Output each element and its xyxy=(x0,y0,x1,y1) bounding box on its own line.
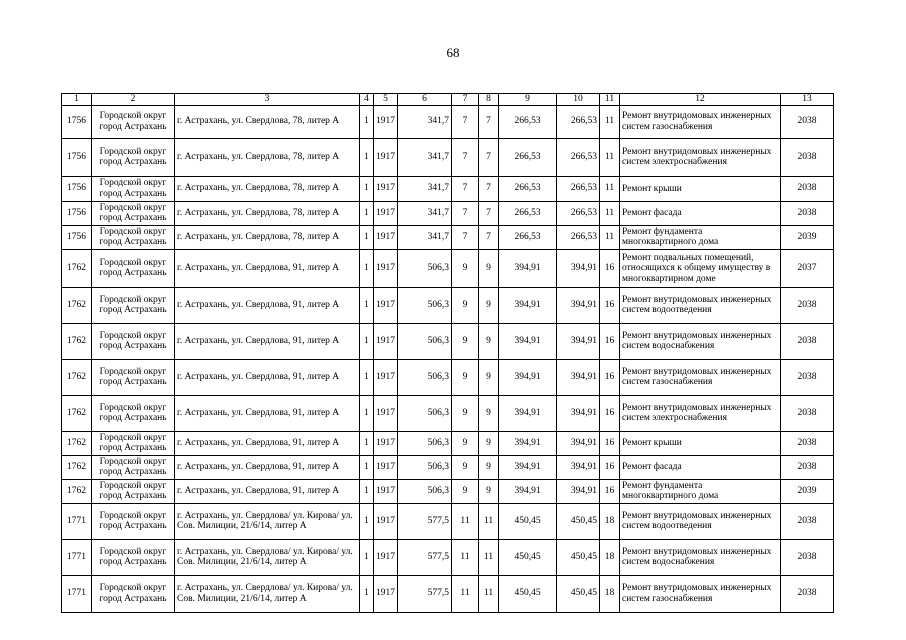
col9-cell: 394,91 xyxy=(499,323,557,359)
col4-cell: 1 xyxy=(360,395,374,431)
col8-cell: 7 xyxy=(479,176,499,201)
record-number-cell: 1762 xyxy=(62,455,92,479)
work-type-cell: Ремонт внутридомовых инженерных систем водоснабжения xyxy=(620,539,781,575)
col7-cell: 7 xyxy=(452,105,479,138)
col4-cell: 1 xyxy=(360,539,374,575)
col4-cell: 1 xyxy=(360,201,374,225)
term-year-cell: 2039 xyxy=(781,479,834,503)
col4-cell: 1 xyxy=(360,431,374,455)
area-cell: 506,3 xyxy=(398,359,452,395)
col4-cell: 1 xyxy=(360,287,374,323)
repair-schedule-table xyxy=(61,93,834,613)
col10-cell: 394,91 xyxy=(557,249,600,287)
year-cell: 1917 xyxy=(374,503,398,539)
address-cell: г. Астрахань, ул. Свердлова, 78, литер А xyxy=(175,176,360,201)
column-header: 12 xyxy=(620,94,781,106)
col4-cell: 1 xyxy=(360,455,374,479)
term-year-cell: 2038 xyxy=(781,575,834,612)
col8-cell: 9 xyxy=(479,323,499,359)
address-cell: г. Астрахань, ул. Свердлова, 91, литер А xyxy=(175,395,360,431)
municipality-cell: Городской округ город Астрахань xyxy=(92,575,175,612)
col11-cell: 16 xyxy=(600,287,620,323)
area-cell: 506,3 xyxy=(398,287,452,323)
area-cell: 506,3 xyxy=(398,323,452,359)
address-cell: г. Астрахань, ул. Свердлова, 91, литер А xyxy=(175,455,360,479)
col11-cell: 16 xyxy=(600,249,620,287)
table-row xyxy=(62,225,834,249)
municipality-cell: Городской округ город Астрахань xyxy=(92,105,175,138)
year-cell: 1917 xyxy=(374,539,398,575)
col9-cell: 266,53 xyxy=(499,105,557,138)
municipality-cell: Городской округ город Астрахань xyxy=(92,138,175,176)
term-year-cell: 2038 xyxy=(781,138,834,176)
col9-cell: 450,45 xyxy=(499,503,557,539)
col11-cell: 16 xyxy=(600,431,620,455)
work-type-cell: Ремонт внутридомовых инженерных систем электроснабжения xyxy=(620,138,781,176)
col10-cell: 394,91 xyxy=(557,287,600,323)
area-cell: 506,3 xyxy=(398,249,452,287)
column-number-row xyxy=(62,94,834,106)
col8-cell: 7 xyxy=(479,138,499,176)
col10-cell: 394,91 xyxy=(557,323,600,359)
col10-cell: 266,53 xyxy=(557,225,600,249)
table-row xyxy=(62,359,834,395)
table-row xyxy=(62,138,834,176)
col11-cell: 11 xyxy=(600,138,620,176)
address-cell: г. Астрахань, ул. Свердлова, 78, литер А xyxy=(175,105,360,138)
column-header: 13 xyxy=(781,94,834,106)
col11-cell: 18 xyxy=(600,503,620,539)
year-cell: 1917 xyxy=(374,176,398,201)
work-type-cell: Ремонт фасада xyxy=(620,201,781,225)
col7-cell: 9 xyxy=(452,323,479,359)
address-cell: г. Астрахань, ул. Свердлова/ ул. Кирова/ ул. Сов. Милиции, 21/6/14, литер А xyxy=(175,539,360,575)
table-row xyxy=(62,323,834,359)
col8-cell: 11 xyxy=(479,503,499,539)
table-row xyxy=(62,176,834,201)
col11-cell: 11 xyxy=(600,176,620,201)
municipality-cell: Городской округ город Астрахань xyxy=(92,249,175,287)
col9-cell: 266,53 xyxy=(499,201,557,225)
col10-cell: 394,91 xyxy=(557,359,600,395)
column-header: 9 xyxy=(499,94,557,106)
year-cell: 1917 xyxy=(374,455,398,479)
address-cell: г. Астрахань, ул. Свердлова, 91, литер А xyxy=(175,249,360,287)
col4-cell: 1 xyxy=(360,225,374,249)
col8-cell: 9 xyxy=(479,359,499,395)
col8-cell: 9 xyxy=(479,395,499,431)
work-type-cell: Ремонт фасада xyxy=(620,455,781,479)
col11-cell: 16 xyxy=(600,359,620,395)
col7-cell: 7 xyxy=(452,176,479,201)
term-year-cell: 2038 xyxy=(781,455,834,479)
area-cell: 506,3 xyxy=(398,431,452,455)
col11-cell: 16 xyxy=(600,395,620,431)
col7-cell: 11 xyxy=(452,575,479,612)
col4-cell: 1 xyxy=(360,323,374,359)
col7-cell: 7 xyxy=(452,225,479,249)
col9-cell: 394,91 xyxy=(499,287,557,323)
col4-cell: 1 xyxy=(360,575,374,612)
col9-cell: 394,91 xyxy=(499,249,557,287)
table-row xyxy=(62,503,834,539)
col8-cell: 11 xyxy=(479,575,499,612)
col8-cell: 7 xyxy=(479,225,499,249)
area-cell: 341,7 xyxy=(398,176,452,201)
work-type-cell: Ремонт внутридомовых инженерных систем газоснабжения xyxy=(620,359,781,395)
col10-cell: 266,53 xyxy=(557,105,600,138)
record-number-cell: 1762 xyxy=(62,479,92,503)
area-cell: 577,5 xyxy=(398,575,452,612)
work-type-cell: Ремонт внутридомовых инженерных систем электроснабжения xyxy=(620,395,781,431)
column-header: 7 xyxy=(452,94,479,106)
record-number-cell: 1762 xyxy=(62,359,92,395)
column-header: 3 xyxy=(175,94,360,106)
area-cell: 341,7 xyxy=(398,225,452,249)
term-year-cell: 2038 xyxy=(781,176,834,201)
col4-cell: 1 xyxy=(360,359,374,395)
year-cell: 1917 xyxy=(374,359,398,395)
record-number-cell: 1756 xyxy=(62,105,92,138)
year-cell: 1917 xyxy=(374,479,398,503)
table-row xyxy=(62,479,834,503)
table-row xyxy=(62,105,834,138)
term-year-cell: 2038 xyxy=(781,395,834,431)
col11-cell: 11 xyxy=(600,225,620,249)
term-year-cell: 2037 xyxy=(781,249,834,287)
col9-cell: 394,91 xyxy=(499,359,557,395)
area-cell: 577,5 xyxy=(398,539,452,575)
municipality-cell: Городской округ город Астрахань xyxy=(92,479,175,503)
record-number-cell: 1762 xyxy=(62,395,92,431)
col10-cell: 394,91 xyxy=(557,395,600,431)
address-cell: г. Астрахань, ул. Свердлова, 78, литер А xyxy=(175,201,360,225)
record-number-cell: 1756 xyxy=(62,138,92,176)
record-number-cell: 1762 xyxy=(62,249,92,287)
term-year-cell: 2038 xyxy=(781,323,834,359)
area-cell: 341,7 xyxy=(398,138,452,176)
work-type-cell: Ремонт внутридомовых инженерных систем водоотведения xyxy=(620,287,781,323)
col4-cell: 1 xyxy=(360,249,374,287)
area-cell: 341,7 xyxy=(398,105,452,138)
col9-cell: 450,45 xyxy=(499,575,557,612)
col7-cell: 9 xyxy=(452,359,479,395)
record-number-cell: 1771 xyxy=(62,575,92,612)
column-header: 2 xyxy=(92,94,175,106)
col8-cell: 7 xyxy=(479,105,499,138)
col9-cell: 394,91 xyxy=(499,431,557,455)
address-cell: г. Астрахань, ул. Свердлова, 91, литер А xyxy=(175,431,360,455)
column-header: 11 xyxy=(600,94,620,106)
col7-cell: 9 xyxy=(452,249,479,287)
col10-cell: 394,91 xyxy=(557,431,600,455)
col7-cell: 9 xyxy=(452,395,479,431)
year-cell: 1917 xyxy=(374,431,398,455)
term-year-cell: 2038 xyxy=(781,539,834,575)
year-cell: 1917 xyxy=(374,395,398,431)
table-row xyxy=(62,201,834,225)
municipality-cell: Городской округ город Астрахань xyxy=(92,225,175,249)
col7-cell: 11 xyxy=(452,503,479,539)
col10-cell: 266,53 xyxy=(557,138,600,176)
work-type-cell: Ремонт фундамента многоквартирного дома xyxy=(620,479,781,503)
record-number-cell: 1756 xyxy=(62,176,92,201)
table-row xyxy=(62,575,834,612)
record-number-cell: 1771 xyxy=(62,539,92,575)
col8-cell: 9 xyxy=(479,249,499,287)
col10-cell: 266,53 xyxy=(557,176,600,201)
table-row xyxy=(62,395,834,431)
column-header: 5 xyxy=(374,94,398,106)
col11-cell: 11 xyxy=(600,201,620,225)
work-type-cell: Ремонт внутридомовых инженерных систем газоснабжения xyxy=(620,575,781,612)
term-year-cell: 2038 xyxy=(781,431,834,455)
column-header: 1 xyxy=(62,94,92,106)
municipality-cell: Городской округ город Астрахань xyxy=(92,539,175,575)
municipality-cell: Городской округ город Астрахань xyxy=(92,455,175,479)
municipality-cell: Городской округ город Астрахань xyxy=(92,359,175,395)
year-cell: 1917 xyxy=(374,249,398,287)
address-cell: г. Астрахань, ул. Свердлова, 78, литер А xyxy=(175,225,360,249)
address-cell: г. Астрахань, ул. Свердлова, 91, литер А xyxy=(175,323,360,359)
page-number: 68 xyxy=(446,45,460,60)
area-cell: 341,7 xyxy=(398,201,452,225)
term-year-cell: 2038 xyxy=(781,359,834,395)
municipality-cell: Городской округ город Астрахань xyxy=(92,287,175,323)
municipality-cell: Городской округ город Астрахань xyxy=(92,503,175,539)
work-type-cell: Ремонт внутридомовых инженерных систем водоснабжения xyxy=(620,323,781,359)
col4-cell: 1 xyxy=(360,503,374,539)
table-row xyxy=(62,287,834,323)
work-type-cell: Ремонт внутридомовых инженерных систем газоснабжения xyxy=(620,105,781,138)
address-cell: г. Астрахань, ул. Свердлова/ ул. Кирова/ ул. Сов. Милиции, 21/6/14, литер А xyxy=(175,575,360,612)
col9-cell: 394,91 xyxy=(499,455,557,479)
column-header: 4 xyxy=(360,94,374,106)
area-cell: 577,5 xyxy=(398,503,452,539)
municipality-cell: Городской округ город Астрахань xyxy=(92,395,175,431)
address-cell: г. Астрахань, ул. Свердлова, 78, литер А xyxy=(175,138,360,176)
col8-cell: 9 xyxy=(479,431,499,455)
term-year-cell: 2038 xyxy=(781,503,834,539)
work-type-cell: Ремонт подвальных помещений, относящихся к общему имуществу в многоквартирном доме xyxy=(620,249,781,287)
work-type-cell: Ремонт крыши xyxy=(620,431,781,455)
column-header: 8 xyxy=(479,94,499,106)
area-cell: 506,3 xyxy=(398,395,452,431)
col10-cell: 266,53 xyxy=(557,201,600,225)
municipality-cell: Городской округ город Астрахань xyxy=(92,176,175,201)
col4-cell: 1 xyxy=(360,479,374,503)
col7-cell: 11 xyxy=(452,539,479,575)
table-row xyxy=(62,249,834,287)
col10-cell: 394,91 xyxy=(557,455,600,479)
record-number-cell: 1771 xyxy=(62,503,92,539)
col11-cell: 18 xyxy=(600,575,620,612)
year-cell: 1917 xyxy=(374,225,398,249)
col9-cell: 266,53 xyxy=(499,225,557,249)
work-type-cell: Ремонт фундамента многоквартирного дома xyxy=(620,225,781,249)
col9-cell: 394,91 xyxy=(499,479,557,503)
col4-cell: 1 xyxy=(360,176,374,201)
col4-cell: 1 xyxy=(360,105,374,138)
col7-cell: 7 xyxy=(452,201,479,225)
record-number-cell: 1756 xyxy=(62,201,92,225)
col11-cell: 16 xyxy=(600,479,620,503)
term-year-cell: 2038 xyxy=(781,201,834,225)
record-number-cell: 1762 xyxy=(62,431,92,455)
col11-cell: 18 xyxy=(600,539,620,575)
year-cell: 1917 xyxy=(374,201,398,225)
municipality-cell: Городской округ город Астрахань xyxy=(92,201,175,225)
col11-cell: 11 xyxy=(600,105,620,138)
year-cell: 1917 xyxy=(374,323,398,359)
year-cell: 1917 xyxy=(374,138,398,176)
col9-cell: 266,53 xyxy=(499,138,557,176)
col7-cell: 9 xyxy=(452,287,479,323)
col10-cell: 450,45 xyxy=(557,503,600,539)
work-type-cell: Ремонт внутридомовых инженерных систем водоотведения xyxy=(620,503,781,539)
record-number-cell: 1762 xyxy=(62,287,92,323)
col7-cell: 7 xyxy=(452,138,479,176)
area-cell: 506,3 xyxy=(398,479,452,503)
address-cell: г. Астрахань, ул. Свердлова, 91, литер А xyxy=(175,359,360,395)
address-cell: г. Астрахань, ул. Свердлова, 91, литер А xyxy=(175,479,360,503)
col10-cell: 450,45 xyxy=(557,575,600,612)
col10-cell: 394,91 xyxy=(557,479,600,503)
col4-cell: 1 xyxy=(360,138,374,176)
year-cell: 1917 xyxy=(374,287,398,323)
table-row xyxy=(62,539,834,575)
municipality-cell: Городской округ город Астрахань xyxy=(92,431,175,455)
record-number-cell: 1762 xyxy=(62,323,92,359)
year-cell: 1917 xyxy=(374,105,398,138)
year-cell: 1917 xyxy=(374,575,398,612)
municipality-cell: Городской округ город Астрахань xyxy=(92,323,175,359)
column-header: 10 xyxy=(557,94,600,106)
col9-cell: 450,45 xyxy=(499,539,557,575)
record-number-cell: 1756 xyxy=(62,225,92,249)
col8-cell: 11 xyxy=(479,539,499,575)
col8-cell: 9 xyxy=(479,287,499,323)
col11-cell: 16 xyxy=(600,455,620,479)
column-header: 6 xyxy=(398,94,452,106)
col9-cell: 394,91 xyxy=(499,395,557,431)
col8-cell: 9 xyxy=(479,455,499,479)
col10-cell: 450,45 xyxy=(557,539,600,575)
col7-cell: 9 xyxy=(452,431,479,455)
col7-cell: 9 xyxy=(452,479,479,503)
term-year-cell: 2038 xyxy=(781,287,834,323)
col11-cell: 16 xyxy=(600,323,620,359)
work-type-cell: Ремонт крыши xyxy=(620,176,781,201)
table-row xyxy=(62,431,834,455)
table-row xyxy=(62,455,834,479)
address-cell: г. Астрахань, ул. Свердлова/ ул. Кирова/ ул. Сов. Милиции, 21/6/14, литер А xyxy=(175,503,360,539)
term-year-cell: 2038 xyxy=(781,105,834,138)
table-body xyxy=(62,105,834,612)
col8-cell: 7 xyxy=(479,201,499,225)
address-cell: г. Астрахань, ул. Свердлова, 91, литер А xyxy=(175,287,360,323)
col7-cell: 9 xyxy=(452,455,479,479)
area-cell: 506,3 xyxy=(398,455,452,479)
col9-cell: 266,53 xyxy=(499,176,557,201)
col8-cell: 9 xyxy=(479,479,499,503)
term-year-cell: 2039 xyxy=(781,225,834,249)
